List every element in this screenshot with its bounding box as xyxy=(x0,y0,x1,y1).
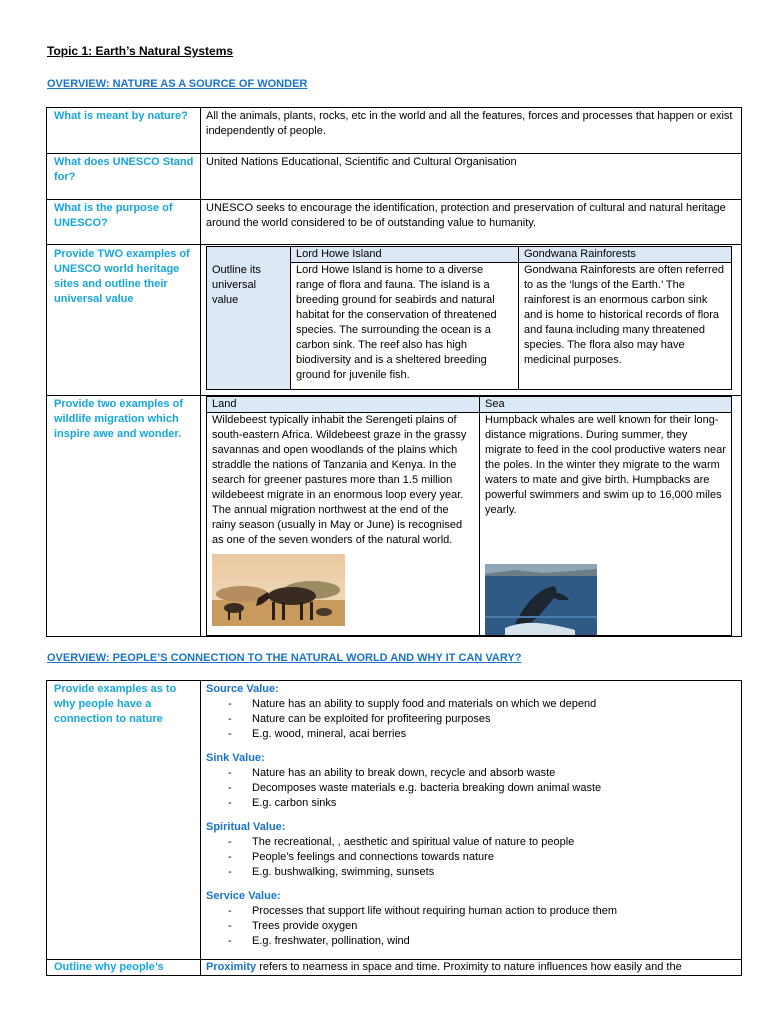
land-text: Wildebeest typically inhabit the Serengeti plains of south-eastern Africa. Wildebeest graze in the grassy savannas and open woodlands of the plains which straddle the nations of Tanzania and Kenya. In the search for greener pastures more than 1.5 million wildebeest migrate in an enormous loop every year. The annual migration northwest at the end of the rainy season (usually in May or June) is recognised as one of the seven wonders of the natural world. xyxy=(212,414,467,546)
list-item: - Nature has an ability to supply food and materials on which we depend xyxy=(228,698,597,710)
source-value-list xyxy=(206,697,735,742)
sink-value-list xyxy=(206,766,735,811)
land-cell xyxy=(207,413,480,636)
proximity-text: refers to nearness in space and time. Proximity to nature influences how easily and the xyxy=(256,961,682,973)
wildebeest-image xyxy=(212,554,345,626)
list-item: - E.g. wood, mineral, acai berries xyxy=(228,728,407,740)
list-item: - E.g. freshwater, pollination, wind xyxy=(228,935,410,947)
question-nature: What is meant by nature? xyxy=(47,108,201,154)
question-proximity: Outline why people’s xyxy=(47,960,201,976)
migration-inner-table xyxy=(206,396,732,636)
list-item: - E.g. bushwalking, swimming, sunsets xyxy=(228,866,435,878)
question-unesco: What does UNESCO Stand for? xyxy=(47,154,201,200)
list-item: - People’s feelings and connections towards nature xyxy=(228,851,494,863)
question-migration: Provide two examples of wildlife migration which inspire awe and wonder. xyxy=(47,396,201,637)
overview-heading-wonder: OVERVIEW: NATURE AS A SOURCE OF WONDER xyxy=(47,78,308,90)
answer-sites xyxy=(201,245,742,396)
topic-title: Topic 1: Earth’s Natural Systems xyxy=(47,44,234,58)
gondwana-text: Gondwana Rainforests are often referred to as the ‘lungs of the Earth.’ The rainforest is an enormous carbon sink and is home to historical records of flora and fauna including many threatened species. The flora also may have medicinal purposes. xyxy=(519,263,732,390)
connection-table xyxy=(46,680,742,976)
answer-unesco: United Nations Educational, Scientific and Cultural Organisation xyxy=(201,154,742,200)
answer-connection xyxy=(201,681,742,960)
list-item: - The recreational, , aesthetic and spiritual value of nature to people xyxy=(228,836,575,848)
lord-howe-text: Lord Howe Island is home to a diverse range of flora and fauna. The island is a breeding ground for seabirds and natural habitat for the conservation of threatened species. The surrounding the ocean is a carbon sink. The reef also has high biodiversity and is a sheltered breeding ground for juvenile fish. xyxy=(291,263,519,390)
source-value-title: Source Value: xyxy=(206,683,279,695)
col-gondwana-title: Gondwana Rainforests xyxy=(519,247,732,263)
sites-inner-table xyxy=(206,246,732,390)
proximity-term: Proximity xyxy=(206,961,257,973)
answer-migration xyxy=(201,396,742,637)
wonder-table xyxy=(46,107,742,637)
question-purpose: What is the purpose of UNESCO? xyxy=(47,200,201,245)
list-item: - Nature has an ability to break down, recycle and absorb waste xyxy=(228,767,556,779)
overview-heading-connection: OVERVIEW: PEOPLE’S CONNECTION TO THE NATURAL WORLD AND WHY IT CAN VARY? xyxy=(47,652,522,664)
sea-text: Humpback whales are well known for their long-distance migrations. During summer, they migrate to feed in the cool productive waters near the poles. In the winter they migrate to the warm waters to mate and give birth. Humpbacks are powerful swimmers and swim up to 16,000 miles yearly. xyxy=(485,414,726,516)
answer-nature: All the animals, plants, rocks, etc in the world and all the features, forces and processes that happen or exist independently of people. xyxy=(201,108,742,154)
universal-value-label: Outline its universal value xyxy=(207,263,291,390)
list-item: - E.g. carbon sinks xyxy=(228,797,337,809)
spiritual-value-list xyxy=(206,835,735,880)
table-row xyxy=(47,245,742,396)
land-title: Land xyxy=(207,397,480,413)
table-row xyxy=(47,154,742,200)
service-value-title: Service Value: xyxy=(206,890,281,902)
table-row xyxy=(47,108,742,154)
list-item: - Decomposes waste materials e.g. bacteria breaking down animal waste xyxy=(228,782,602,794)
spiritual-value-title: Spiritual Value: xyxy=(206,821,286,833)
table-row xyxy=(47,681,742,960)
question-sites: Provide TWO examples of UNESCO world heritage sites and outline their universal value xyxy=(47,245,201,396)
list-item: - Nature can be exploited for profiteering purposes xyxy=(228,713,491,725)
table-row xyxy=(47,200,742,245)
list-item: - Trees provide oxygen xyxy=(228,920,358,932)
answer-proximity xyxy=(201,960,742,976)
sea-title: Sea xyxy=(480,397,732,413)
sea-cell xyxy=(480,413,732,636)
question-connection: Provide examples as to why people have a connection to nature xyxy=(47,681,201,960)
answer-purpose: UNESCO seeks to encourage the identification, protection and preservation of cultural and natural heritage around the world considered to be of outstanding value to humanity. xyxy=(201,200,742,245)
sink-value-title: Sink Value: xyxy=(206,752,265,764)
table-row xyxy=(47,396,742,637)
table-row xyxy=(47,960,742,976)
humpback-whale-image xyxy=(485,564,597,635)
col-lord-howe-title: Lord Howe Island xyxy=(291,247,519,263)
service-value-list xyxy=(206,904,735,949)
list-item: - Processes that support life without requiring human action to produce them xyxy=(228,905,618,917)
